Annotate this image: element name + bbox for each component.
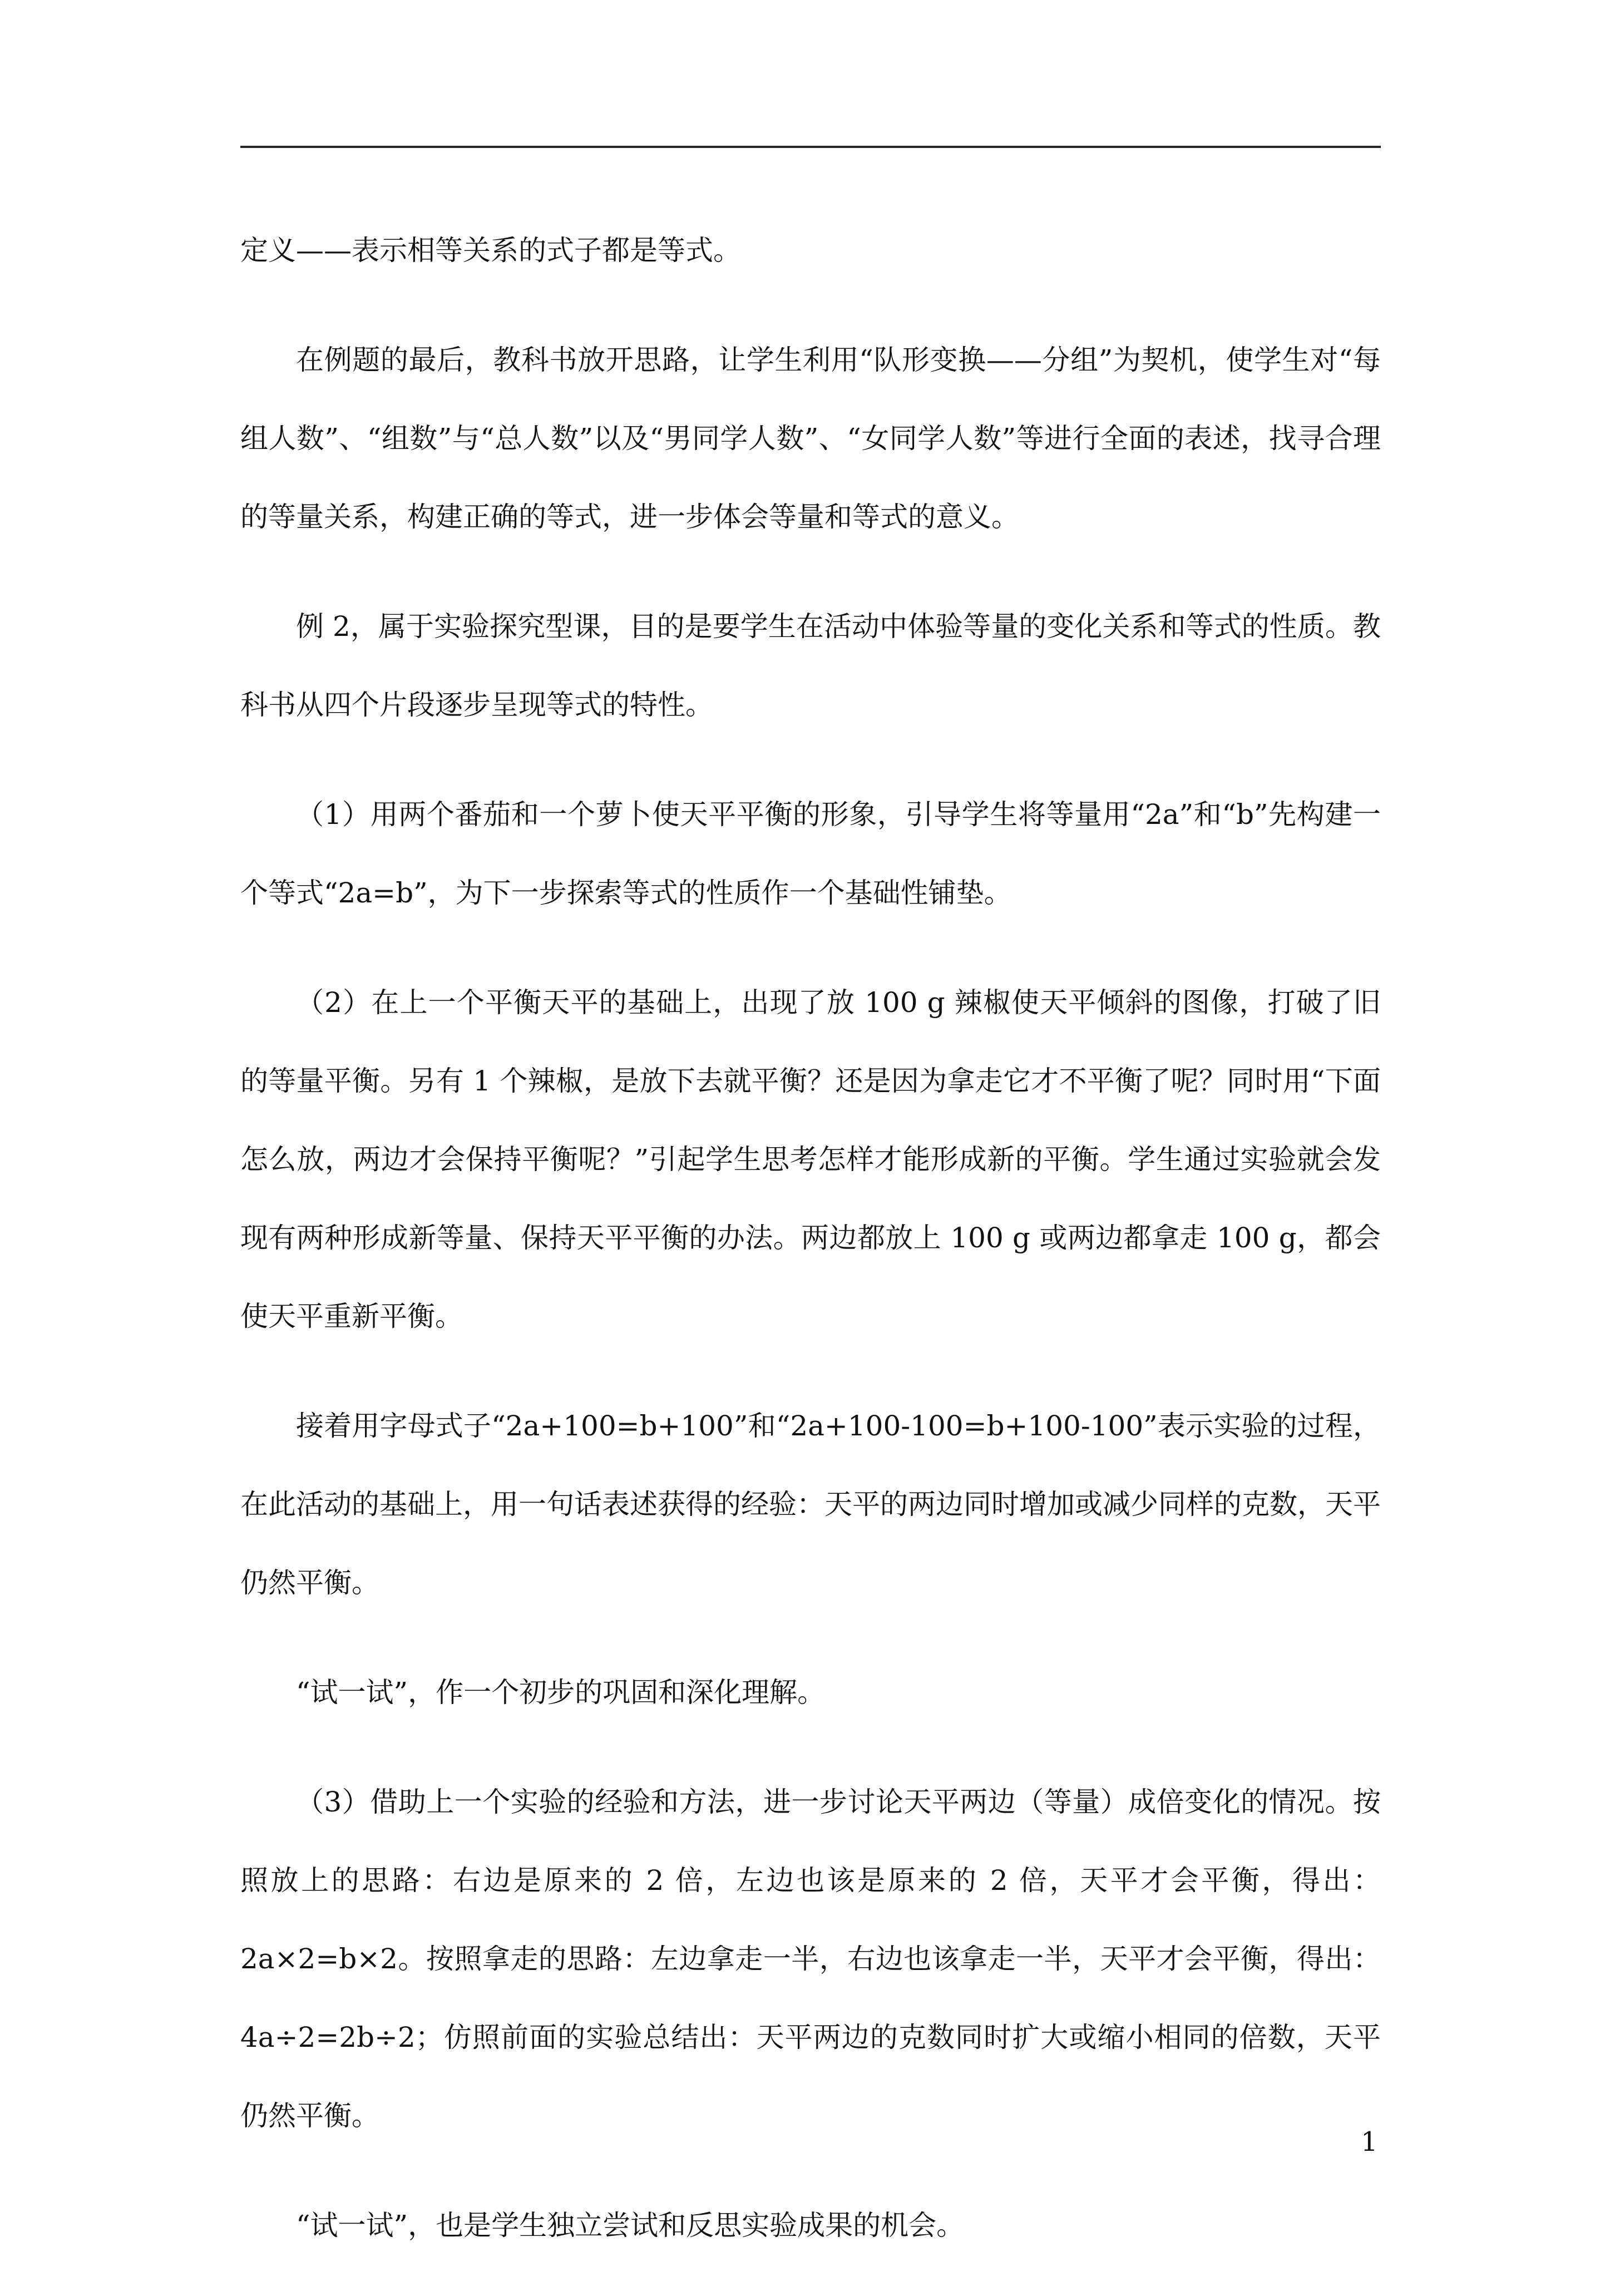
paragraph: 在例题的最后，教科书放开思路，让学生利用“队形变换——分组”为契机，使学生对“每组人数”、“组数”与“总人数”以及“男同学人数”、“女同学人数”等进行全面的表述，找寻合理的等量关系，构建正确的等式，进一步体会等量和等式的意义。 <box>240 344 1381 533</box>
paragraph: （1）用两个番茄和一个萝卜使天平平衡的形象，引导学生将等量用“2a”和“b”先构建一个等式“2a=b”，为下一步探索等式的性质作一个基础性铺垫。 <box>240 798 1381 909</box>
page-number: 1 <box>1361 2126 1378 2157</box>
document-body <box>240 211 1381 2296</box>
paragraph: （3）借助上一个实验的经验和方法，进一步讨论天平两边（等量）成倍变化的情况。按照放上的思路：右边是原来的 2 倍，左边也该是原来的 2 倍，天平才会平衡，得出：2a×2=b×2。按照拿走的思路：左边拿走一半，右边也该拿走一半，天平才会平衡，得出：4a÷2=2b÷2；仿照前面的实验总结出：天平两边的克数同时扩大或缩小相同的倍数，天平仍然平衡。 <box>240 1786 1381 2132</box>
header-rule <box>240 146 1381 148</box>
paragraph: 定义——表示相等关系的式子都是等式。 <box>240 234 741 266</box>
paragraph: 接着用字母式子“2a+100=b+100”和“2a+100-100=b+100-100”表示实验的过程，在此活动的基础上，用一句话表述获得的经验：天平的两边同时增加或减少同样的克数，天平仍然平衡。 <box>240 1410 1381 1599</box>
paragraph: “试一试”，作一个初步的巩固和深化理解。 <box>296 1676 826 1709</box>
paragraph: 例 2，属于实验探究型课，目的是要学生在活动中体验等量的变化关系和等式的性质。教科书从四个片段逐步呈现等式的特性。 <box>240 610 1381 721</box>
paragraph: “试一试”，也是学生独立尝试和反思实验成果的机会。 <box>296 2209 965 2241</box>
paragraph: （2）在上一个平衡天平的基础上，出现了放 100 g 辣椒使天平倾斜的图像，打破了旧的等量平衡。另有 1 个辣椒，是放下去就平衡？还是因为拿走它才不平衡了呢？同时用“下面怎么放，两边才会保持平衡呢？”引起学生思考怎样才能形成新的平衡。学生通过实验就会发现有两种形成新等量、保持天平平衡的办法。两边都放上 100 g 或两边都拿走 100 g，都会使天平重新平衡。 <box>240 986 1381 1332</box>
